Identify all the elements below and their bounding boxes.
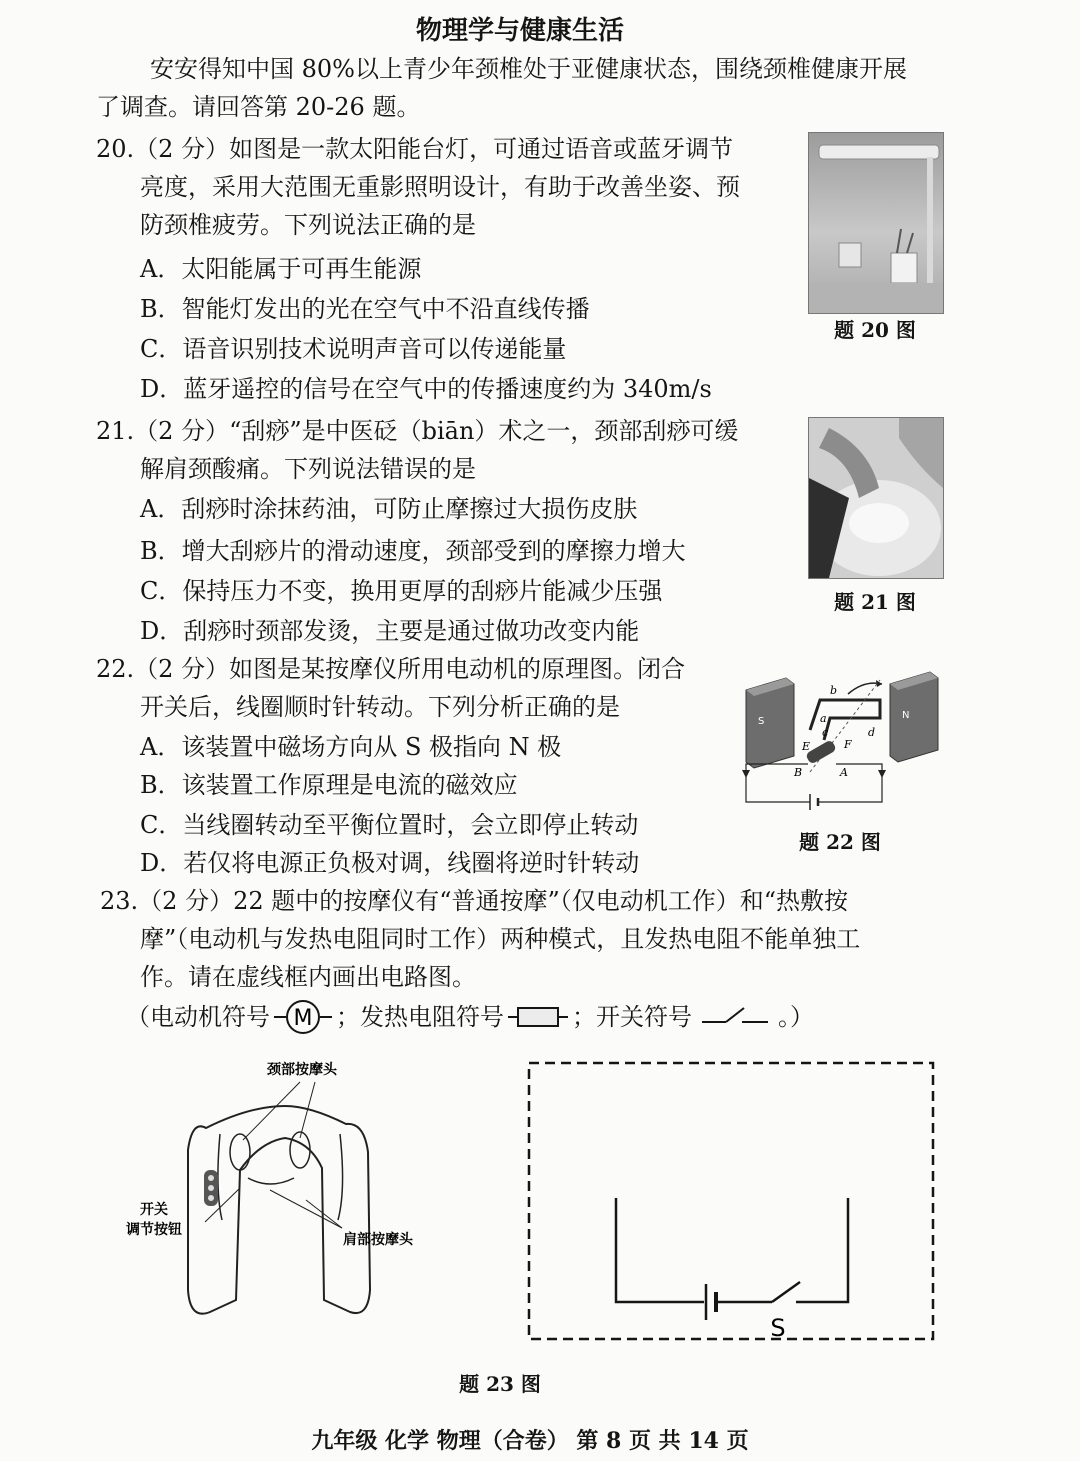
q20-caption: 题 20 图: [834, 318, 916, 342]
q22-stem-2: 开关后，线圈顺时针转动。下列分析正确的是: [140, 693, 620, 721]
label-adjust-button: 调节按钮: [126, 1222, 182, 1238]
page-footer: 九年级 化学 物理（合卷） 第 8 页 共 14 页: [311, 1428, 749, 1454]
q22-option-a: A．该装置中磁场方向从 S 极指向 N 极: [140, 733, 562, 761]
q20-stem-2: 亮度，采用大范围无重影照明设计，有助于改善坐姿、预: [140, 173, 740, 201]
label-neck-head: 颈部按摩头: [267, 1062, 337, 1078]
switch-s-label: S: [770, 1314, 786, 1342]
q23-stem-3: 作。请在虚线框内画出电路图。: [140, 963, 476, 991]
switch-s-lever: [772, 1282, 800, 1302]
q20-stem-3: 防颈椎疲劳。下列说法正确的是: [140, 211, 476, 239]
resistor-symbol-icon: [506, 998, 570, 1036]
motor-symbol-icon: [272, 998, 334, 1036]
lamp-illustration: [809, 133, 943, 313]
label-shoulder-head: 肩部按摩头: [343, 1232, 413, 1248]
massager-body: [188, 1106, 370, 1314]
q20-stem-1: 20.（2 分）如图是一款太阳能台灯，可通过语音或蓝牙调节: [96, 135, 734, 163]
q20-option-b: B．智能灯发出的光在空气中不沿直线传播: [140, 295, 590, 323]
label-f: F: [844, 738, 852, 751]
symbol-sep1: ；发热电阻符号: [336, 1003, 504, 1031]
q22-motor-diagram: [740, 660, 945, 810]
answer-dashed-box[interactable]: [526, 1060, 938, 1342]
q21-option-d: D．刮痧时颈部发烫，主要是通过做功改变内能: [140, 617, 640, 645]
q22-option-b: B．该装置工作原理是电流的磁效应: [140, 771, 518, 799]
q21-scraping-photo: [808, 417, 944, 579]
q20-lamp-photo: [808, 132, 944, 314]
circuit-left-wire: [616, 1198, 704, 1302]
scraping-illustration: [809, 418, 943, 578]
label-a-coil: a: [820, 712, 827, 725]
intro-line-2: 了调查。请回答第 20-26 题。: [96, 93, 421, 121]
switch-symbol-icon: [700, 998, 770, 1036]
massager-illustration: [110, 1050, 440, 1340]
q21-option-a: A．刮痧时涂抹药油，可防止摩擦过大损伤皮肤: [140, 495, 638, 523]
label-n: N: [902, 710, 910, 721]
q21-caption: 题 21 图: [834, 590, 916, 614]
q21-option-b: B．增大刮痧片的滑动速度，颈部受到的摩擦力增大: [140, 537, 686, 565]
intro-line-1: 安安得知中国 80%以上青少年颈椎处于亚健康状态，围绕颈椎健康开展: [150, 55, 907, 83]
q20-option-a: A．太阳能属于可再生能源: [140, 255, 422, 283]
neck-head-left: [230, 1134, 250, 1170]
label-c-coil: c: [822, 726, 829, 739]
label-d-coil: d: [868, 726, 876, 739]
q20-option-d: D．蓝牙遥控的信号在空气中的传播速度约为 340m/s: [140, 375, 712, 403]
q22-caption: 题 22 图: [799, 830, 881, 854]
q21-stem-1: 21.（2 分）“刮痧”是中医砭（biān）术之一，颈部刮痧可缓: [96, 417, 739, 445]
symbol-sep2: ；开关符号: [572, 1003, 692, 1031]
q21-stem-2: 解肩颈酸痛。下列说法错误的是: [140, 455, 476, 483]
motor-symbol-letter: M: [293, 1006, 313, 1031]
label-e: E: [802, 740, 811, 753]
circuit-right-wire: [796, 1198, 848, 1302]
label-switch: 开关: [140, 1202, 168, 1218]
q23-caption: 题 23 图: [459, 1372, 541, 1396]
q23-stem-2: 摩”（电动机与发热电阻同时工作）两种模式，且发热电阻不能单独工: [140, 925, 861, 953]
label-brush-a: A: [840, 766, 848, 779]
label-brush-b: B: [794, 766, 803, 779]
q20-option-c: C．语音识别技术说明声音可以传递能量: [140, 335, 567, 363]
label-b-coil: b: [830, 684, 838, 697]
q23-stem-1: 23.（2 分）22 题中的按摩仪有“普通按摩”（仅电动机工作）和“热敷按: [100, 887, 849, 915]
symbol-open: （电动机符号: [126, 1003, 270, 1031]
q22-stem-1: 22.（2 分）如图是某按摩仪所用电动机的原理图。闭合: [96, 655, 686, 683]
q23-symbol-line: [126, 998, 814, 1036]
q21-option-c: C．保持压力不变，换用更厚的刮痧片能减少压强: [140, 577, 663, 605]
q22-option-d: D．若仅将电源正负极对调，线圈将逆时针转动: [140, 849, 640, 877]
symbol-close: 。）: [778, 1003, 814, 1031]
section-title: 物理学与健康生活: [415, 16, 624, 46]
q22-option-c: C．当线圈转动至平衡位置时，会立即停止转动: [140, 811, 639, 839]
label-s: S: [758, 716, 765, 727]
